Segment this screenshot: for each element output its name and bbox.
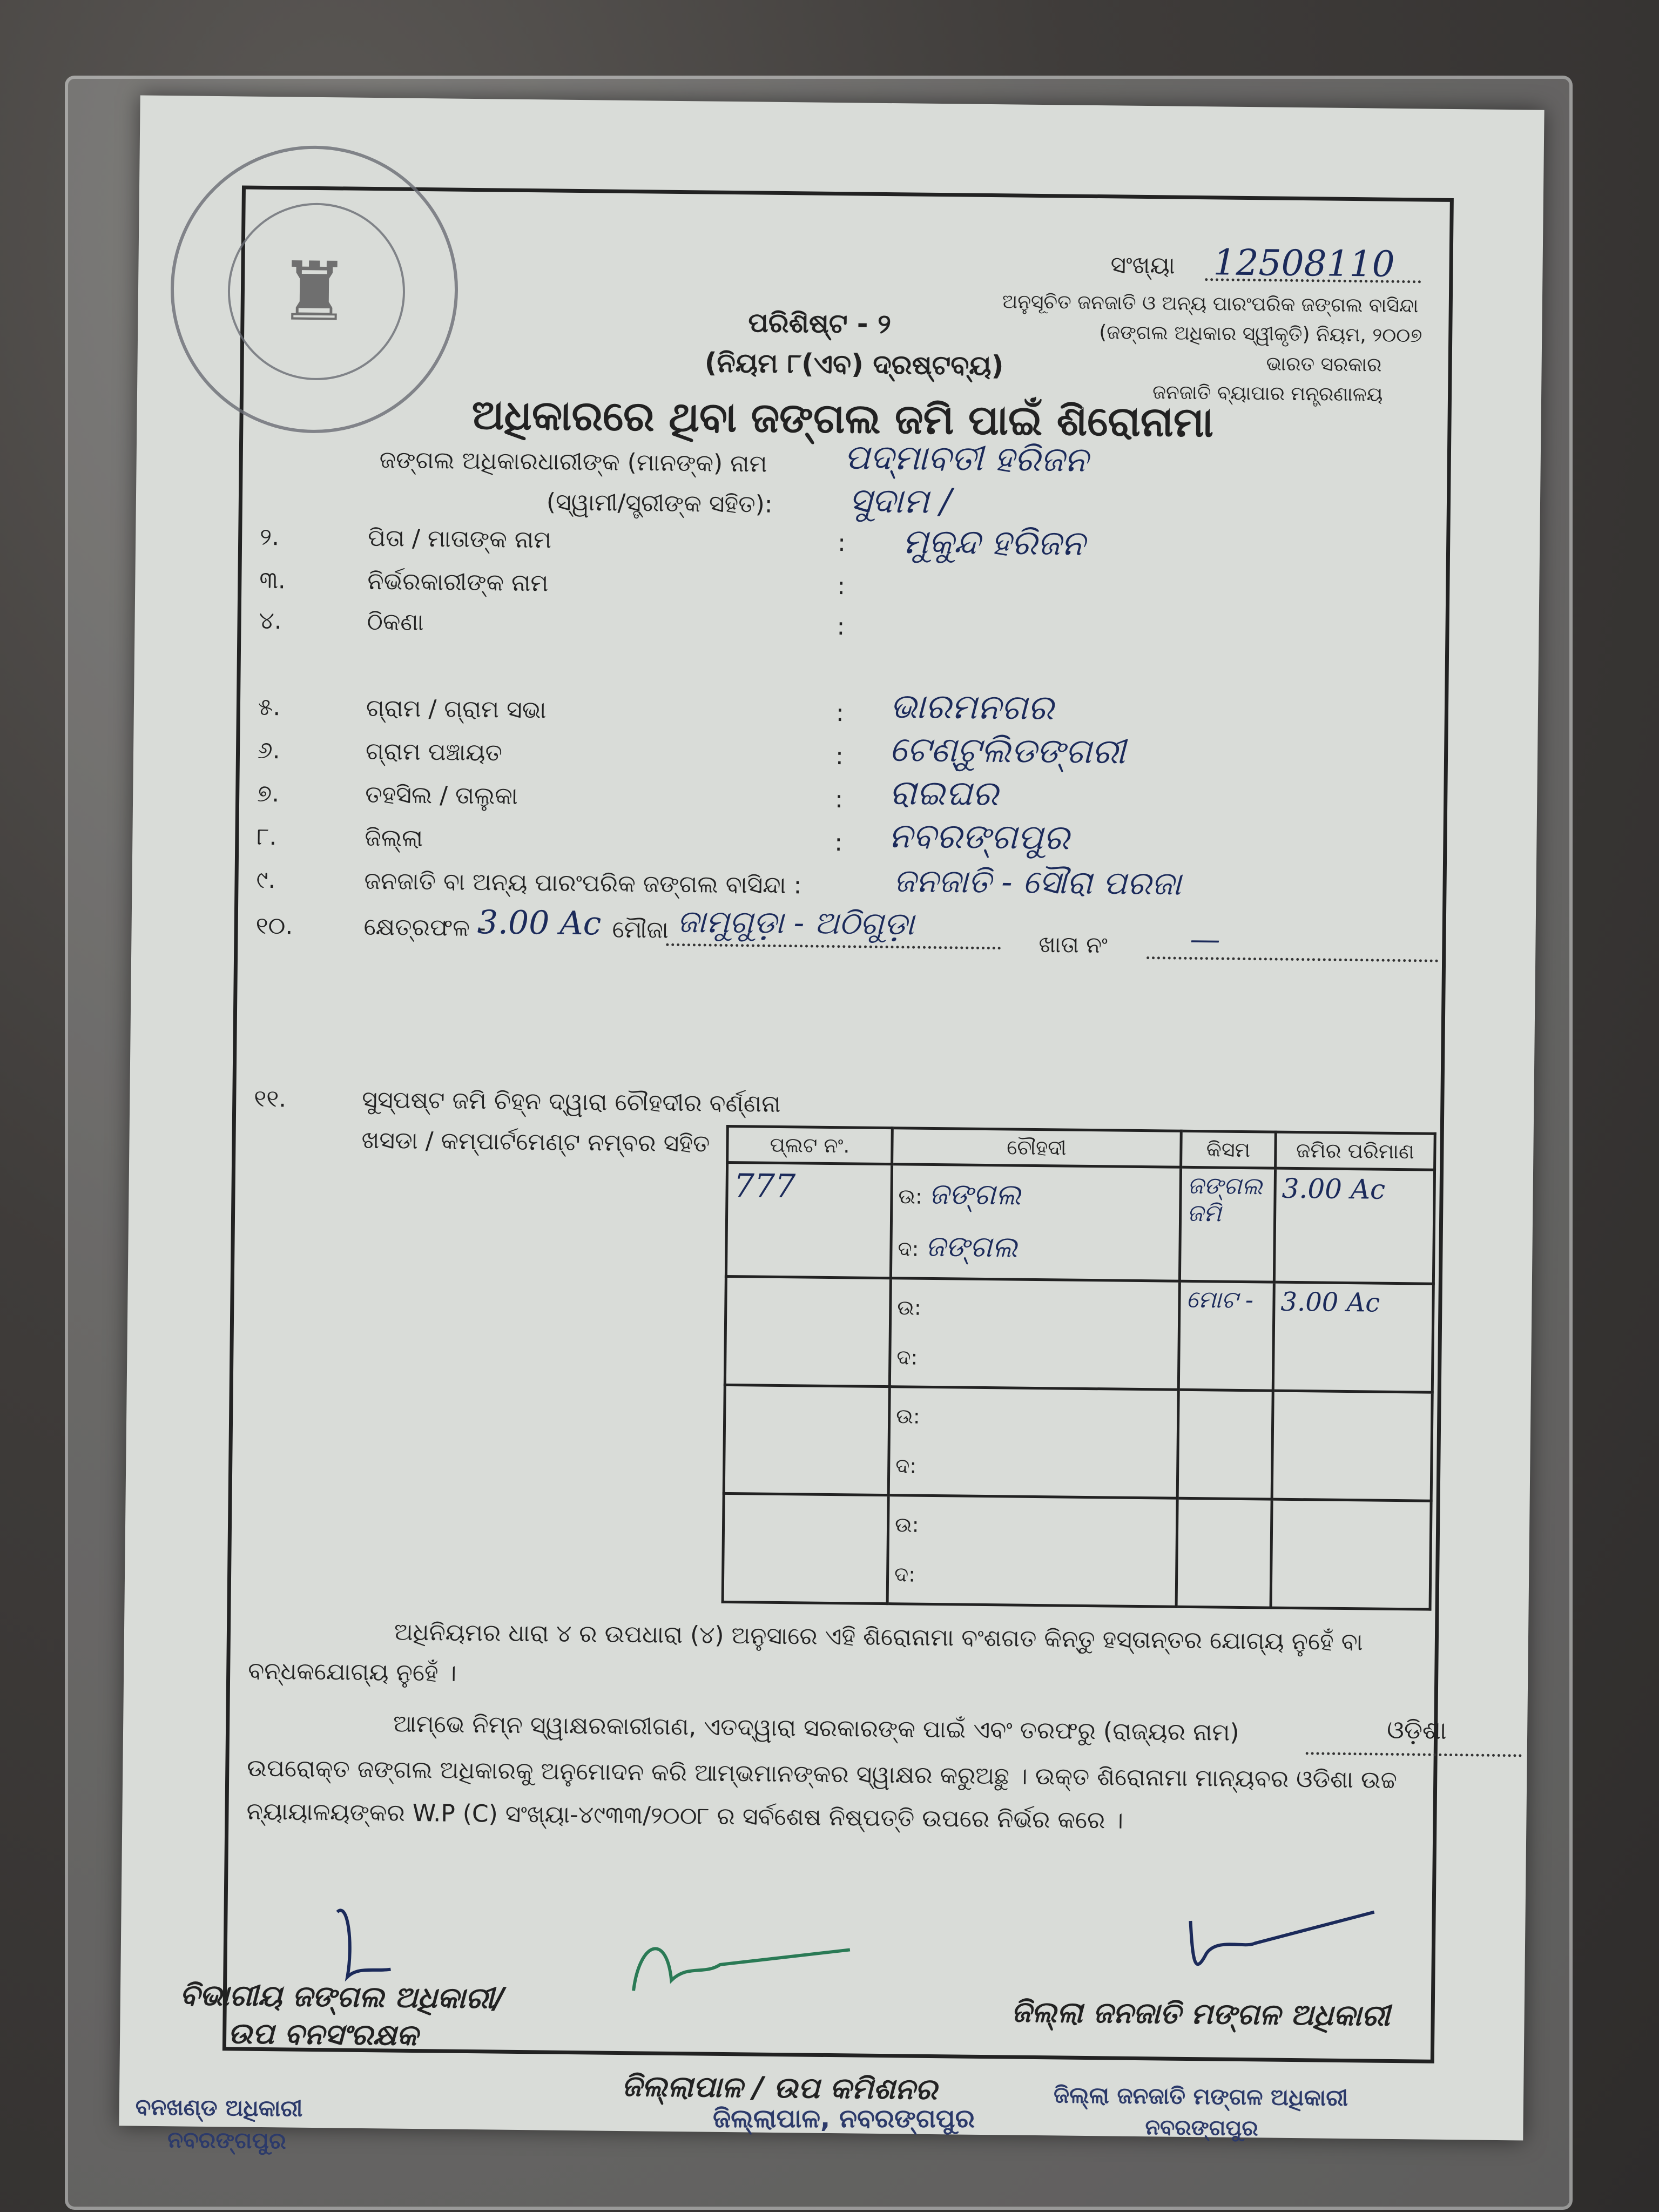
- certificate-number: 12508110: [1213, 241, 1395, 285]
- table-header-area: ଜମିର ପରିମାଣ: [1276, 1132, 1435, 1170]
- para2-line3: ନ୍ୟାୟାଳୟଙ୍କର W.P (C) ସଂଖ୍ୟା-୪୯୩୩/୨୦୦୮ ର ସର୍ବଶେଷ ନିଷ୍ପତ୍ତି ଉପରେ ନିର୍ଭର କରେ ।: [246, 1797, 1124, 1835]
- district-label: ଜିଲ୍ଲା: [365, 824, 423, 853]
- act-line-4: ଜନଜାତି ବ୍ୟାପାର ମନ୍ତ୍ରଣାଳୟ: [1152, 381, 1383, 406]
- appendix-label: ପରିଶିଷ୍ଟ - ୨: [748, 307, 892, 340]
- stamp-forest-district: ନବରଙ୍ଗପୁର: [167, 2126, 287, 2154]
- holder-name-label: ଜଙ୍ଗଲ ଅଧିକାରଧାରୀଙ୍କ (ମାନଙ୍କ) ନାମ: [379, 446, 767, 478]
- para2-line1: ଆମ୍ଭେ ନିମ୍ନ ସ୍ୱାକ୍ଷରକାରୀଗଣ, ଏତଦ୍ୱାରା ସରକାରଙ୍କ ପାଇଁ ଏବଂ ତରଫରୁ (ରାଜ୍ୟର ନାମ): [393, 1710, 1239, 1746]
- village-label: ଗ୍ରାମ / ଗ୍ରାମ ସଭା: [366, 694, 547, 724]
- mouza-label: ମୌଜା: [612, 915, 669, 944]
- stamp-welfare-officer: ଜିଲ୍ଲା ଜନଜାତି ମଙ୍ଗଳ ଅଧିକାରୀ: [1053, 2081, 1348, 2112]
- tehsil-value: ରାଇଘର: [888, 773, 999, 814]
- khata-value: —: [1190, 921, 1220, 957]
- plot-number: 777: [733, 1167, 796, 1206]
- ashoka-emblem-icon: ♜: [277, 245, 352, 340]
- village-value: ଭାରମନଗର: [889, 686, 1054, 729]
- panchayat-value: ଟେଣ୍ଟୁଲିଡଙ୍ଗରୀ: [889, 730, 1126, 772]
- area-label: କ୍ଷେତ୍ରଫଳ -: [363, 913, 487, 942]
- boundary-table: [721, 1125, 1437, 1611]
- total-area: 3.00 Ac: [1280, 1286, 1380, 1318]
- para1-line2: ବନ୍ଧକଯୋଗ୍ୟ ନୁହେଁ ।: [247, 1657, 457, 1687]
- spouse-value: ସୁଦାମ /: [848, 481, 952, 522]
- dependents-label: ନିର୍ଭରକାରୀଙ୍କ ନାମ: [367, 567, 549, 597]
- act-line-3: ଭାରତ ସରକାର: [1266, 353, 1382, 376]
- conservator-title: ଉପ ବନସଂରକ୍ଷକ: [227, 2016, 419, 2053]
- area-value: 3.00 Ac: [477, 903, 602, 943]
- tehsil-label: ତହସିଲ / ତାଲୁକା: [365, 780, 518, 810]
- community-label: ଜନଜାତି ବା ଅନ୍ୟ ପାରଂପରିକ ଜଙ୍ଗଲ ବାସିନ୍ଦା :: [364, 867, 802, 900]
- table-header-kisam: କିସମ: [1181, 1131, 1276, 1168]
- stamp-forest-officer: ବନଖଣ୍ଡ ଅଧିକାରୀ: [135, 2093, 303, 2122]
- title-certificate: ♜ ସଂଖ୍ୟା 12508110 ପରିଶିଷ୍ଟ - ୨ (ନିୟମ ୮(ଏବ) ଦ୍ରଷ୍ଟବ୍ୟ) ଅଧିକାରରେ ଥିବା ଜଙ୍ଗଲ ଜମି ପାଇଁ ଶିରୋନାମା ଅନୁସୂଚିତ ଜନଜାତି ଓ ଅନ୍ୟ ପାରଂପରିକ ଜଙ୍ଗଲ ବାସିନ୍ଦା (ଜଙ୍ଗଲ ଅଧିକାର ସ୍ୱୀକୃତି) ନିୟମ, ୨୦୦୭ ଭାରତ ସରକାର ଜନଜାତି ବ୍ୟାପାର ମନ୍ତ୍ରଣାଳୟ ଜଙ୍ଗଲ ଅଧିକାରଧାରୀଙ୍କ (ମାନଙ୍କ) ନାମ ପଦ୍ମାବତୀ ହରିଜନ (ସ୍ୱାମୀ/ସ୍ତ୍ରୀଙ୍କ ସହିତ): ସୁଦାମ / ୨. ପିତା / ମାତାଙ୍କ ନାମ : ମୁକୁନ୍ଦ ହରିଜନ ୩. ନିର୍ଭରକାରୀଙ୍କ ନାମ : ୪. ଠିକଣା : ୫. ଗ୍ରାମ / ଗ୍ରାମ ସଭା : ଭାରମନଗର ୬. ଗ୍ରାମ ପଞ୍ଚାୟତ : ଟେଣ୍ଟୁଲିଡଙ୍ଗରୀ ୭. ତହସିଲ / ତାଲୁକା : ରାଇଘର ୮. ଜିଲ୍ଲା : ନବରଙ୍ଗପୁର ୯. ଜନଜାତି ବା ଅନ୍ୟ ପାରଂପରିକ ଜଙ୍ଗଲ ବାସିନ୍ଦା : ଜନଜାତି - ସୌରା ପରଜା ୧୦. କ୍ଷେତ୍ରଫଳ - 3.00 Ac ମୌଜା ଜାମୁଗୁଡ଼ା - ଅଠିଗୁଡ଼ା ଖାତା ନଂ — ୧୧. ସୁସ୍ପଷ୍ଟ ଜମି ଚିହ୍ନ ଦ୍ୱାରା ଚୌହଦୀର ବର୍ଣ୍ଣନା ଖସଡା / କମ୍ପାର୍ଟମେଣ୍ଟ ନମ୍ବର ସହିତ ପ୍ଲଟ ନଂ. ଚୌହଦୀ କିସମ ଜମିର ପରିମାଣ 777 ଉ: ଜଙ୍ଗଲ ଦ: ଜଙ୍ଗଲ ଜଙ୍ଗଲ ଜମି 3.00 Ac ଉ: ଦ: ମୋଟ - 3.00 Ac ଉ: ଦ: ଉ: ଦ: ଅଧିନିୟମର ଧାରା ୪ ର ଉପଧାରା (୪) ଅନୁସାରେ ଏହି ଶିରୋନାମା ବଂଶଗତ କିନ୍ତୁ ହସ୍ତାନ୍ତର ଯୋଗ୍ୟ ନୁହେଁ ବା ବନ୍ଧକଯୋଗ୍ୟ ନୁହେଁ । ଆମ୍ଭେ ନିମ୍ନ ସ୍ୱାକ୍ଷରକାରୀଗଣ, ଏତଦ୍ୱାରା ସରକାରଙ୍କ ପାଇଁ ଏବଂ ତରଫରୁ (ରାଜ୍ୟର ନାମ) ଓଡ଼ିଶା ଉପରୋକ୍ତ ଜଙ୍ଗଲ ଅଧିକାରକୁ ଅନୁମୋଦନ କରି ଆମ୍ଭମାନଙ୍କର ସ୍ୱାକ୍ଷର କରୁଅଛୁ । ଉକ୍ତ ଶିରୋନାମା ମାନ୍ୟବର ଓଡିଶା ଉଚ୍ଚ ନ୍ୟାୟାଳୟଙ୍କର W.P (C) ସଂଖ୍ୟା-୪୯୩୩/୨୦୦୮ ର ସର୍ବଶେଷ ନିଷ୍ପତ୍ତି ଉପରେ ନିର୍ଭର କରେ । ବିଭାଗୀୟ ଜଙ୍ଗଲ ଅଧିକାରୀ/ ଉପ ବନସଂରକ୍ଷକ ଜିଲ୍ଲାପାଳ / ଉପ କମିଶନର ଜିଲ୍ଲା ଜନଜାତି ମଙ୍ଗଳ ଅଧିକାରୀ ବନଖଣ୍ଡ ଅଧିକାରୀ ନବରଙ୍ଗପୁର ଜିଲ୍ଲା ଜନଜାତି ମଙ୍ଗଳ ଅଧିକାରୀ ନବରଙ୍ଗପୁର: [119, 95, 1544, 2140]
- welfare-officer-title: ଜିଲ୍ଲା ଜନଜାତି ମଙ୍ଗଳ ଅଧିକାରୀ: [1011, 1994, 1390, 2033]
- table-header-boundary: ଚୌହଦୀ: [892, 1128, 1182, 1168]
- community-value: ଜନଜାତି - ସୌରା ପରଜା: [893, 862, 1182, 903]
- boundary-label-2: ଖସଡା / କମ୍ପାର୍ଟମେଣ୍ଟ ନମ୍ବର ସହିତ: [361, 1126, 710, 1158]
- stamp-collector: ଜିଲ୍ଲାପାଳ, ନବରଙ୍ଗପୁର: [713, 2103, 975, 2134]
- boundary-label-1: ସୁସ୍ପଷ୍ଟ ଜମି ଚିହ୍ନ ଦ୍ୱାରା ଚୌହଦୀର ବର୍ଣ୍ଣନା: [362, 1085, 781, 1118]
- holder-name-value: ପଦ୍ମାବତୀ ହରିଜନ: [844, 437, 1089, 480]
- stamp-welfare-district: ନବରଙ୍ଗପୁର: [1145, 2115, 1258, 2141]
- table-row: ଉ: ଦ:: [724, 1385, 1432, 1501]
- address-label: ଠିକଣା: [367, 608, 424, 637]
- para2-line2: ଉପରୋକ୍ତ ଜଙ୍ଗଲ ଅଧିକାରକୁ ଅନୁମୋଦନ କରି ଆମ୍ଭମାନଙ୍କର ସ୍ୱାକ୍ଷର କରୁଅଛୁ । ଉକ୍ତ ଶିରୋନାମା ମାନ୍ୟବର ଓଡିଶା ଉଚ୍ଚ: [247, 1754, 1398, 1795]
- spouse-label: (ସ୍ୱାମୀ/ସ୍ତ୍ରୀଙ୍କ ସହିତ):: [546, 488, 773, 518]
- table-header-plot: ପ୍ଲଟ ନଂ.: [727, 1126, 893, 1164]
- forest-officer-title: ବିଭାଗୀୟ ଜଙ୍ଗଲ ଅଧିକାରୀ/: [179, 1978, 505, 2015]
- rule-reference: (ନିୟମ ୮(ଏବ) ଦ୍ରଷ୍ଟବ୍ୟ): [704, 347, 1004, 382]
- act-line-1: ଅନୁସୂଚିତ ଜନଜାତି ଓ ଅନ୍ୟ ପାରଂପରିକ ଜଙ୍ଗଲ ବାସିନ୍ଦା: [1002, 291, 1419, 318]
- page-title: ଅଧିକାରରେ ଥିବା ଜଙ୍ଗଲ ଜମି ପାଇଁ ଶିରୋନାମା: [471, 390, 1214, 447]
- collector-title: ଜିଲ୍ଲାପାଳ / ଉପ କମିଶନର: [621, 2069, 938, 2107]
- state-name: ଓଡ଼ିଶା: [1386, 1715, 1447, 1745]
- para1-line1: ଅଧିନିୟମର ଧାରା ୪ ର ଉପଧାରା (୪) ଅନୁସାରେ ଏହି ଶିରୋନାମା ବଂଶଗତ କିନ୍ତୁ ହସ୍ତାନ୍ତର ଯୋଗ୍ୟ ନୁହେଁ ବା: [394, 1618, 1363, 1656]
- parent-name-value: ମୁକୁନ୍ଦ ହରିଜନ: [902, 522, 1085, 564]
- table-row: ଉ: ଦ:: [723, 1493, 1431, 1609]
- table-row: ଉ: ଦ: ମୋଟ - 3.00 Ac: [725, 1276, 1433, 1392]
- mouza-value: ଜାମୁଗୁଡ଼ା - ଅଠିଗୁଡ଼ା: [677, 902, 915, 942]
- district-value: ନବରଙ୍ଗପୁର: [888, 816, 1070, 858]
- panchayat-label: ଗ୍ରାମ ପଞ୍ଚାୟତ: [365, 737, 503, 767]
- act-line-2: (ଜଙ୍ଗଲ ଅଧିକାର ସ୍ୱୀକୃତି) ନିୟମ, ୨୦୦୭: [1099, 321, 1422, 347]
- table-row: 777 ଉ: ଜଙ୍ଗଲ ଦ: ଜଙ୍ଗଲ ଜଙ୍ଗଲ ଜମି 3.00 Ac: [726, 1162, 1434, 1284]
- number-label: ସଂଖ୍ୟା: [1110, 251, 1176, 280]
- khata-label: ଖାତା ନଂ: [1038, 930, 1108, 959]
- parent-name-label: ପିତା / ମାତାଙ୍କ ନାମ: [367, 524, 552, 554]
